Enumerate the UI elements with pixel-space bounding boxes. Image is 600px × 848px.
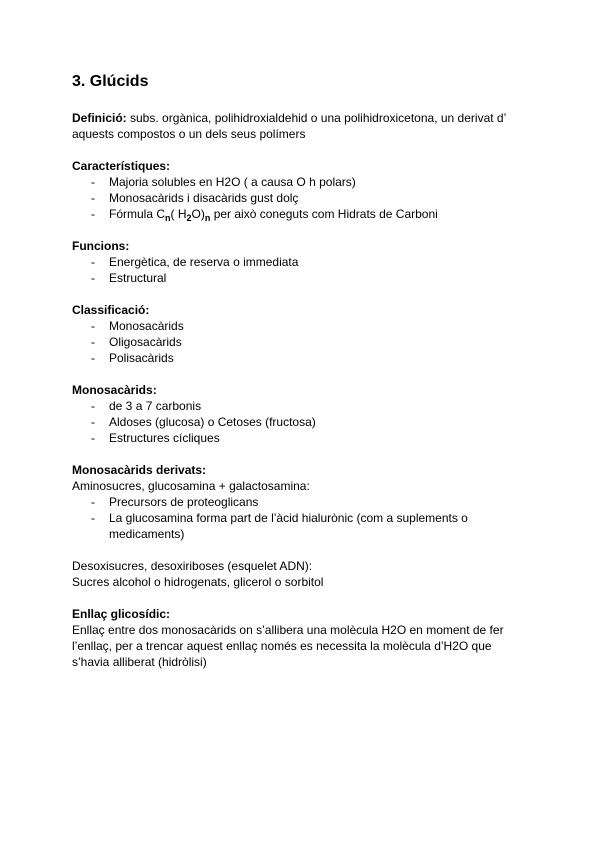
dash-bullet: - [91, 495, 95, 509]
glycosidic-bond-heading: Enllaç glicosídic: [72, 607, 171, 621]
monosaccharides-block [72, 382, 532, 446]
section-title: 3. Glúcids [72, 73, 149, 90]
dash-bullet: - [91, 175, 95, 189]
deoxysugars-line: Desoxisucres, desoxiriboses (esquelet ADN): [72, 559, 313, 573]
list-item: - Oligosacàrids [91, 335, 182, 349]
characteristics-heading: Característiques: [72, 159, 171, 173]
dash-bullet: - [91, 415, 95, 429]
dash-bullet: - [91, 255, 95, 269]
list-item: - Monosacàrids i disacàrids gust dolç [91, 191, 299, 205]
monosaccharides-list [72, 398, 532, 446]
dash-bullet: - [91, 511, 95, 525]
dash-bullet: - [91, 207, 95, 221]
derivatives-heading: Monosacàrids derivats: [72, 463, 207, 477]
definition-paragraph [72, 110, 532, 142]
derivatives-block [72, 462, 532, 542]
list-item: - Energètica, de reserva o immediata [91, 255, 299, 269]
dash-bullet: - [91, 399, 95, 413]
list-item: - Monosacàrids [91, 319, 184, 333]
derivatives-list [72, 494, 532, 542]
derivatives-intro: Aminosucres, glucosamina + galactosamina: [72, 479, 310, 493]
functions-block [72, 238, 532, 286]
glycosidic-bond-text: Enllaç entre dos monosacàrids on s’allibera una molècula H2O en moment de fer l’enllaç, per a trencar aquest enllaç només es necessita la molècula d’H2O que s’havia alliberat (hidròlisi) [72, 623, 504, 669]
functions-heading: Funcions: [72, 239, 130, 253]
dash-bullet: - [91, 191, 95, 205]
list-item: - Aldoses (glucosa) o Cetoses (fructosa) [91, 415, 316, 429]
dash-bullet: - [91, 431, 95, 445]
list-item: - Polisacàrids [91, 351, 174, 365]
dash-bullet: - [91, 335, 95, 349]
functions-list [72, 254, 532, 286]
classification-list [72, 318, 532, 366]
definition-block [72, 110, 532, 142]
list-item: - de 3 a 7 carbonis [91, 399, 202, 413]
definition-label: Definició: [72, 111, 127, 125]
sugar-alcohols-line: Sucres alcohol o hidrogenats, glicerol o sorbitol [72, 575, 324, 589]
list-item: - La glucosamina forma part de l’àcid hialurònic (com a suplements o medicaments) [91, 511, 468, 541]
dash-bullet: - [91, 351, 95, 365]
list-item: - Precursors de proteoglicans [91, 495, 259, 509]
dash-bullet: - [91, 319, 95, 333]
classification-block [72, 302, 532, 366]
list-item: - Estructural [91, 271, 167, 285]
classification-heading: Classificació: [72, 303, 150, 317]
list-item: - Majoria solubles en H2O ( a causa O h polars) [91, 175, 356, 189]
dash-bullet: - [91, 271, 95, 285]
list-item: - Estructures cícliques [91, 431, 220, 445]
characteristics-list [72, 174, 532, 222]
characteristics-block [72, 158, 532, 222]
definition-text: subs. orgànica, polihidroxialdehid o una polihidroxicetona, un derivat d’ aquests compostos o un dels seus polímers [72, 111, 506, 141]
glycosidic-bond-block [72, 606, 532, 670]
formula-item: - Fórmula $C_n$( $H_2O)_n$ per això coneguts com Hidrats de Carboni [91, 207, 438, 223]
monosaccharides-heading: Monosacàrids: [72, 383, 157, 397]
deoxysugars-block [72, 558, 532, 590]
